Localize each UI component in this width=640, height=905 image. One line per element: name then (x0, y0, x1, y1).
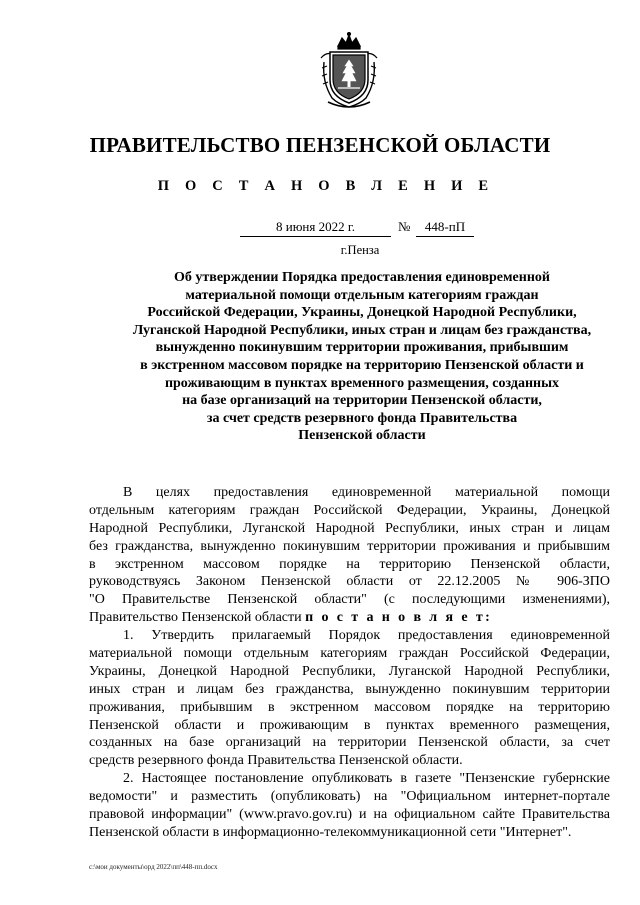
body-line: руководствуясь Законом Пензенской области от 22.12.2005 № 906-ЗПО (89, 574, 610, 590)
body-line: В целях предоставления единовременной материальной помощи (123, 485, 610, 500)
document-subject (90, 269, 634, 445)
subject-line: на базе организаций на территории Пензенской области, (182, 393, 542, 409)
body-line: Украины, Донецкой Народной Республики, Луганской Народной Республики, (89, 663, 610, 679)
body-line: средств резервного фонда Правительства Пензенской области. (89, 753, 463, 769)
government-title: ПРАВИТЕЛЬСТВО ПЕНЗЕНСКОЙ ОБЛАСТИ (89, 133, 551, 157)
body-line: созданных на базе организаций на территории Пензенской области, за счет (89, 735, 610, 751)
subject-line: Луганской Народной Республики, иных стран и лицам без гражданства, (132, 322, 592, 338)
body-line: правовой информации" (www.pravo.gov.ru) и на официальном сайте Правительства (89, 807, 610, 823)
document-city: г.Пенза (340, 243, 380, 257)
body-line: "О Правительстве Пензенской области" (с последующими изменениями), (89, 592, 610, 608)
body-line: материальной помощи отдельным категориям граждан Российской Федерации, (89, 646, 610, 662)
subject-line: Пензенской области (298, 428, 426, 444)
body-line: проживания, прибывшим в экстренном массовом порядке на территорию (89, 699, 610, 715)
subject-line: материальной помощи отдельным категориям граждан (185, 287, 539, 303)
file-path-footer: c:\мои документы\орд 2022\пп\448-пп.docx (89, 863, 218, 871)
penza-coat-of-arms-emblem (318, 32, 380, 110)
document-number: 448-пП (416, 219, 474, 237)
subject-line: за счет средств резервного фонда Правительства (206, 410, 518, 426)
body-line-resolves (89, 609, 610, 627)
body-line: 2. Настоящее постановление опубликовать в газете "Пензенские губернские (123, 771, 610, 787)
body-line: ведомости" и разместить (опубликовать) на "Официальном интернет-портале (89, 789, 610, 805)
body-line: иных стран и лицам без гражданства, вынужденно покинувшим территории (89, 681, 610, 697)
subject-line: вынужденно покинувшим территории проживания, прибывшим (155, 340, 569, 356)
body-line: без гражданства, вынужденно покинувшим территории проживания и прибывшим (89, 538, 610, 554)
resolves-word: п о с т а н о в л я е т: (305, 610, 493, 626)
body-line: отдельным категориям граждан Российской Федерации, Украины, Донецкой (89, 502, 610, 518)
body-line: 1. Утвердить прилагаемый Порядок предоставления единовременной (123, 628, 610, 644)
body-line: Пензенской области в информационно-телекоммуникационной сети "Интернет". (89, 824, 572, 840)
number-sign: № (398, 219, 411, 234)
subject-line: проживающим в пунктах временного размещения, созданных (164, 375, 560, 391)
body-line: в экстренном массовом порядке на территорию Пензенской области, (89, 556, 610, 572)
document-type-title: П О С Т А Н О В Л Е Н И Е (157, 178, 495, 194)
subject-line: в экстренном массовом порядке на территорию Пензенской области и (140, 357, 584, 373)
document-date: 8 июня 2022 г. (240, 219, 391, 237)
body-line: Народной Республики, Луганской Народной Республики, иных стран и лицам (89, 520, 610, 536)
subject-line: Об утверждении Порядка предоставления единовременной (174, 270, 550, 285)
body-line: Правительство Пензенской области (89, 610, 302, 626)
body-line: Пензенской области и проживающим в пунктах временного размещения, (89, 717, 610, 733)
document-body (89, 484, 610, 842)
subject-line: Российской Федерации, Украины, Донецкой Народной Республики, (147, 305, 577, 321)
